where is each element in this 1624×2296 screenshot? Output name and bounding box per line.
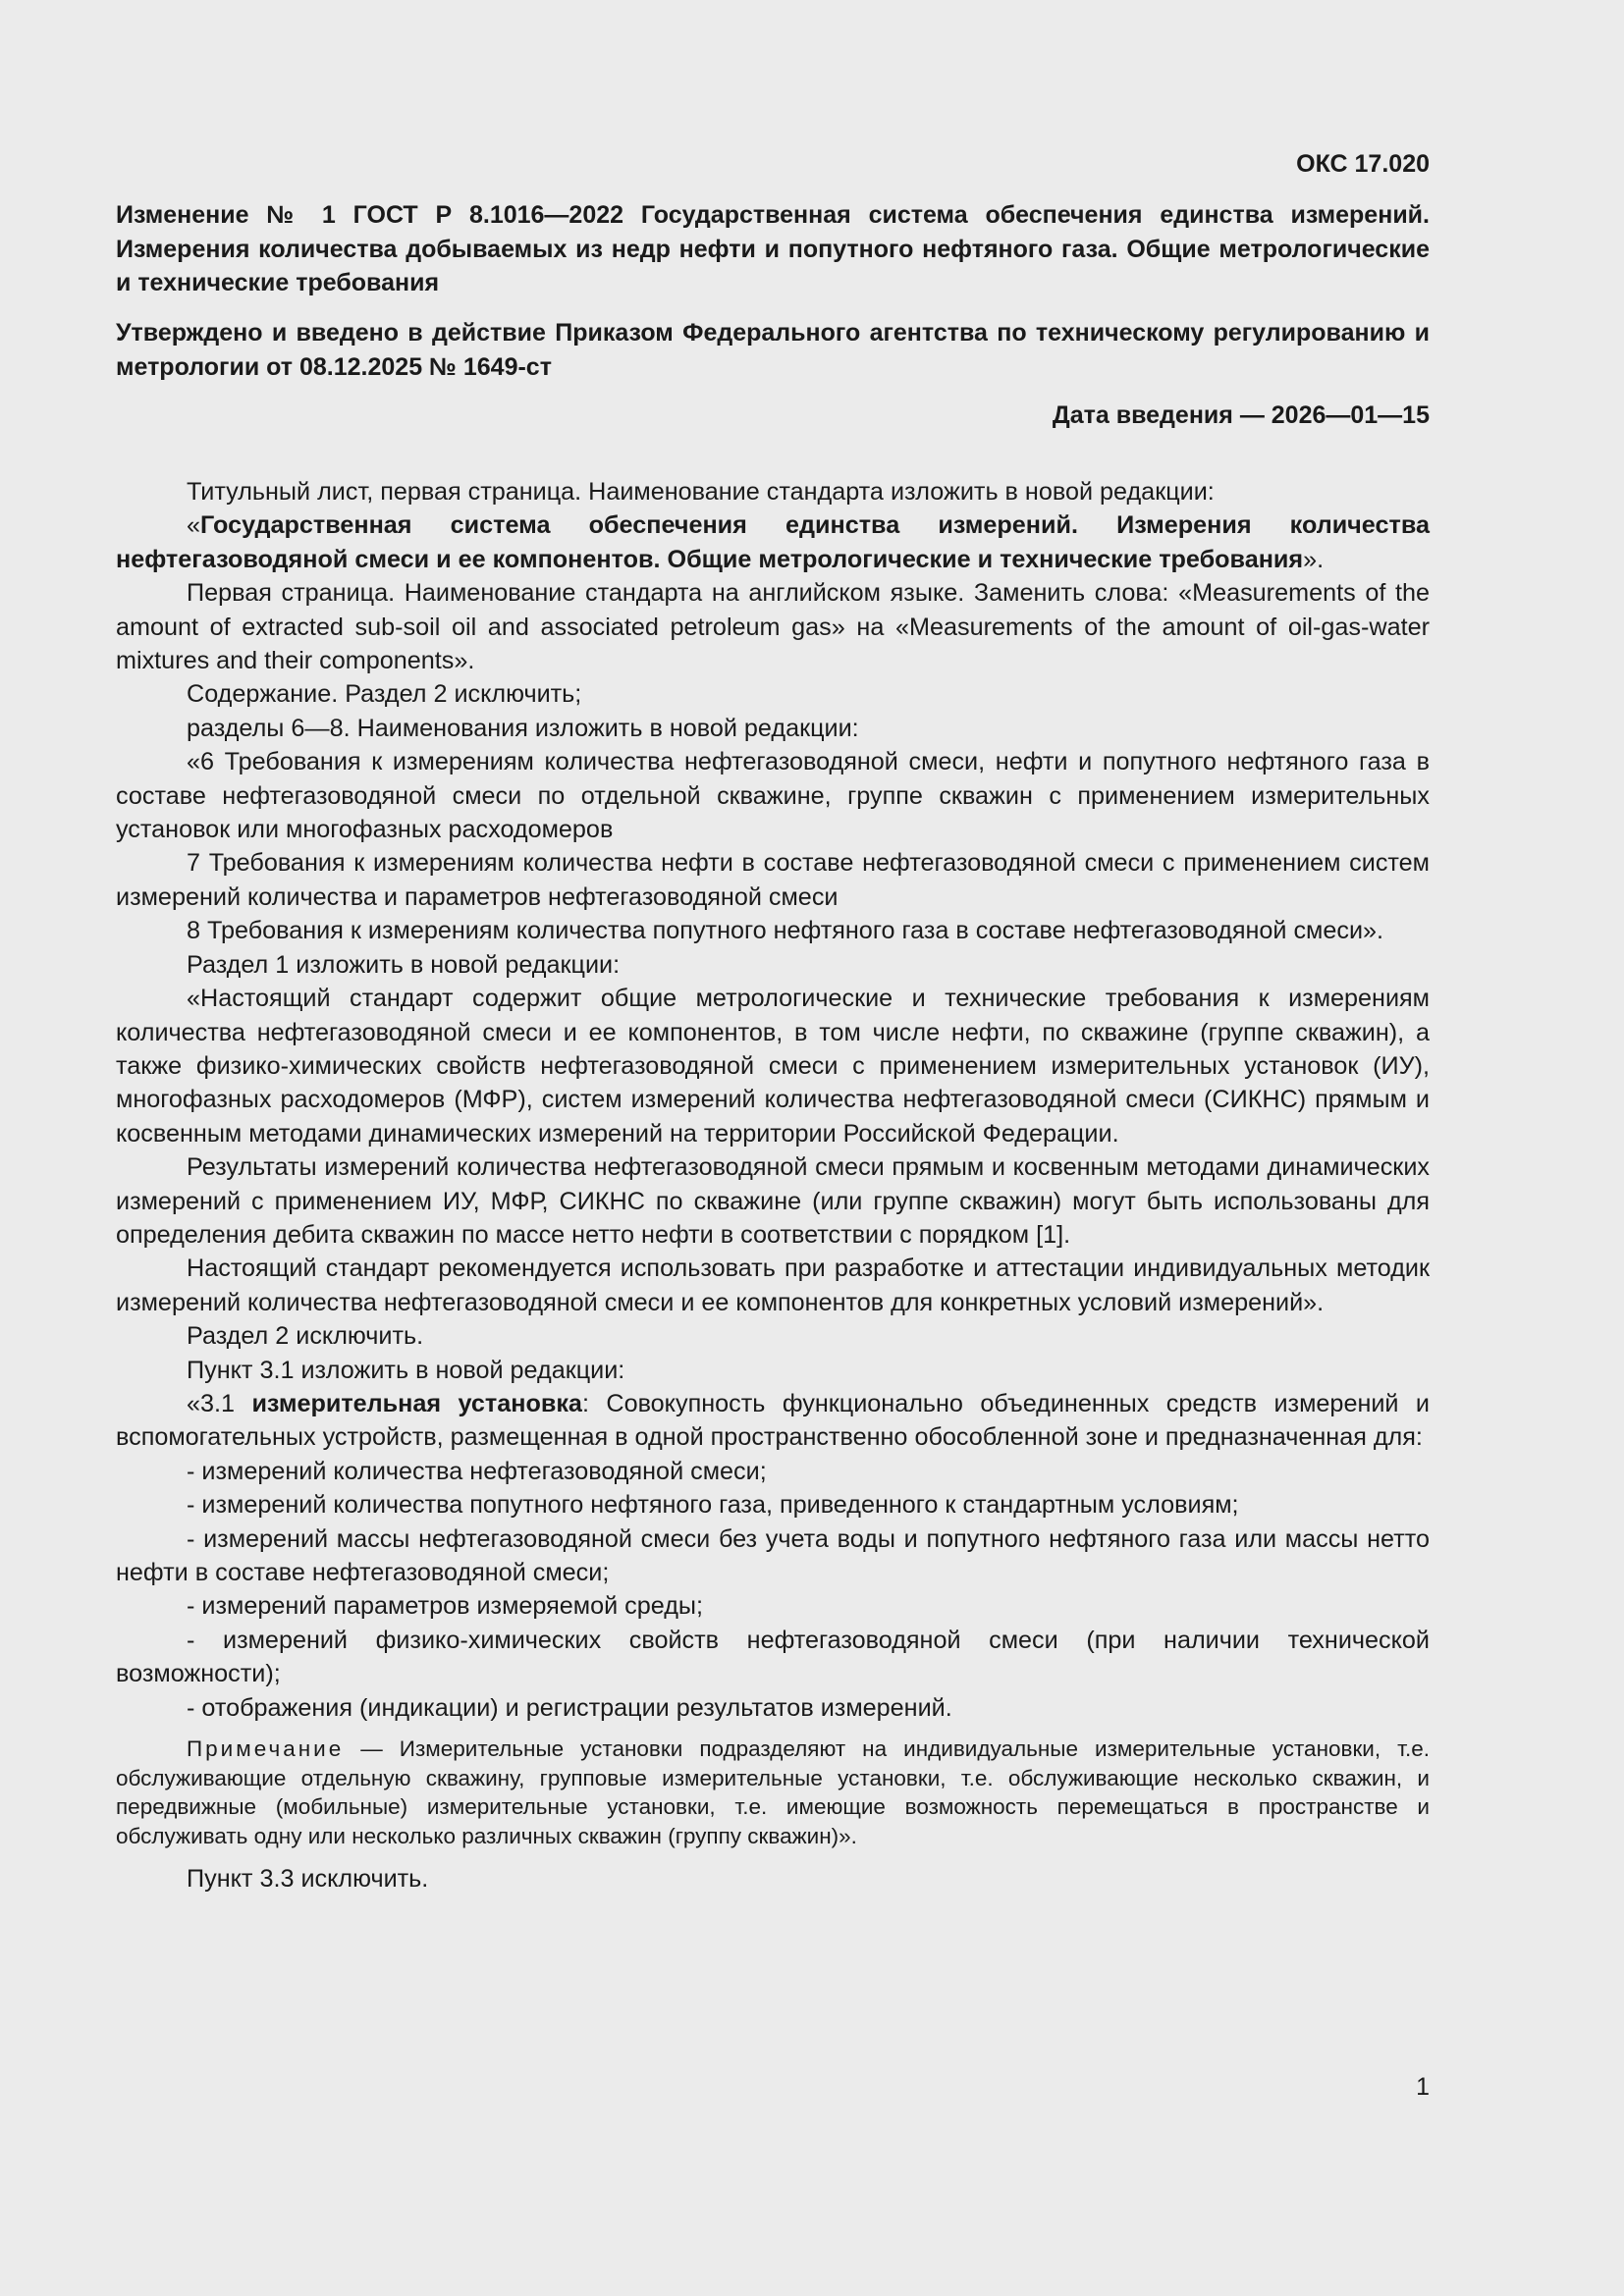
definition-paragraph — [116, 1387, 1430, 1455]
paragraph: Пункт 3.3 исключить. — [187, 1865, 429, 1894]
list-item: - измерений количества попутного нефтяного газа, приведенного к стандартным условиям; — [187, 1491, 1239, 1520]
paragraph: Пункт 3.1 изложить в новой редакции: — [187, 1356, 625, 1384]
paragraph: разделы 6—8. Наименования изложить в новой редакции: — [187, 714, 859, 742]
list-item: - измерений количества нефтегазоводяной смеси; — [187, 1457, 767, 1485]
term-definition: : Совокупность функционально объединенных средств измерений и вспомогательных устройств, размещенная в одной пространственно обособленной зоне и предназначенная для: — [116, 1389, 1430, 1452]
new-standard-title: Государственная система обеспечения единства измерений. Измерения количества нефтегазоводяной смеси и ее компонентов. Общие метрологические и технические требования — [116, 511, 1430, 573]
paragraph: Настоящий стандарт рекомендуется использовать при разработке и аттестации индивидуальных методик измерений количества нефтегазоводяной смеси и ее компонентов для конкретных условий измерений». — [116, 1255, 1430, 1316]
note-label: Примечание — [187, 1736, 345, 1762]
term-number: «3.1 — [187, 1389, 252, 1417]
paragraph: «Настоящий стандарт содержит общие метрологические и технические требования к измерениям количества нефтегазоводяной смеси и ее компонентов, в том числе нефти, по скважине (группе скважин), а также физико-химических свойств нефтегазоводяной смеси с применением измерительных установок (ИУ), многофазных расходомеров (МФР), систем измерений количества нефтегазоводяной смеси (СИКНС) прямым и косвенным методами динамических измерений на территории Российской Федерации. — [116, 985, 1430, 1148]
paragraph: Раздел 1 изложить в новой редакции: — [187, 950, 621, 979]
page-number: 1 — [1416, 2073, 1430, 2101]
section-heading-item: 8 Требования к измерениям количества попутного нефтяного газа в составе нефтегазоводяной смеси». — [187, 917, 1384, 945]
quote-close: ». — [1303, 545, 1325, 573]
paragraph: Содержание. Раздел 2 исключить; — [187, 680, 582, 709]
paragraph: Первая страница. Наименование стандарта на английском языке. Заменить слова: «Measurements of the amount of extracted sub-soil oil and associated petroleum gas» на «Measurements of the amount of oil-gas-water mixtures and their components». — [116, 579, 1430, 675]
amendment-title: Изменение № 1 ГОСТ Р 8.1016—2022 Государственная система обеспечения единства измерений. Измерения количества добываемых из недр нефти и попутного нефтяного газа. Общие метрологические и технические требования — [116, 201, 1430, 296]
term-name: измерительная установка — [251, 1389, 582, 1417]
section-heading-item: 7 Требования к измерениям количества нефти в составе нефтегазоводяной смеси с применением систем измерений количества и параметров нефтегазоводяной смеси — [116, 849, 1430, 911]
note — [116, 1735, 1430, 1850]
paragraph: Титульный лист, первая страница. Наименование стандарта изложить в новой редакции: — [187, 478, 1215, 506]
oks-code: ОКС 17.020 — [1296, 150, 1430, 178]
paragraph-new-title — [116, 508, 1430, 576]
paragraph: Результаты измерений количества нефтегазоводяной смеси прямым и косвенным методами динамических измерений с применением ИУ, МФР, СИКНС по скважине (или группе скважин) могут быть использованы для определения дебита скважин по массе нетто нефти в соответствии с порядком [1]. — [116, 1153, 1430, 1249]
list-item: - измерений физико-химических свойств нефтегазоводяной смеси (при наличии технической возможности); — [116, 1626, 1430, 1688]
section-heading-item: «6 Требования к измерениям количества нефтегазоводяной смеси, нефти и попутного нефтяного газа в составе нефтегазоводяной смеси по отдельной скважине, группе скважин с применением измерительных установок или многофазных расходомеров — [116, 748, 1430, 844]
list-item: - измерений массы нефтегазоводяной смеси без учета воды и попутного нефтяного газа или массы нетто нефти в составе нефтегазоводяной смеси; — [116, 1524, 1430, 1586]
list-item: - отображения (индикации) и регистрации результатов измерений. — [187, 1693, 952, 1722]
approval-statement: Утверждено и введено в действие Приказом Федерального агентства по техническому регулированию и метрологии от 08.12.2025 № 1649-ст — [116, 319, 1430, 381]
list-item: - измерений параметров измеряемой среды; — [187, 1592, 704, 1621]
paragraph: Раздел 2 исключить. — [187, 1322, 424, 1351]
document-body — [116, 475, 1430, 1896]
effective-date: Дата введения — 2026—01—15 — [1052, 401, 1430, 429]
note-text: — Измерительные установки подразделяют на индивидуальные измерительные установки, т.е. обслуживающие отдельную скважину, групповые измерительные установки, т.е. обслуживающие несколько скважин, и передвижные (мобильные) измерительные установки, т.е. имеющие возможность перемещаться в пространстве и обслуживать одну или несколько различных скважин (группу скважин)». — [116, 1736, 1430, 1848]
quote-open: « — [187, 511, 201, 540]
